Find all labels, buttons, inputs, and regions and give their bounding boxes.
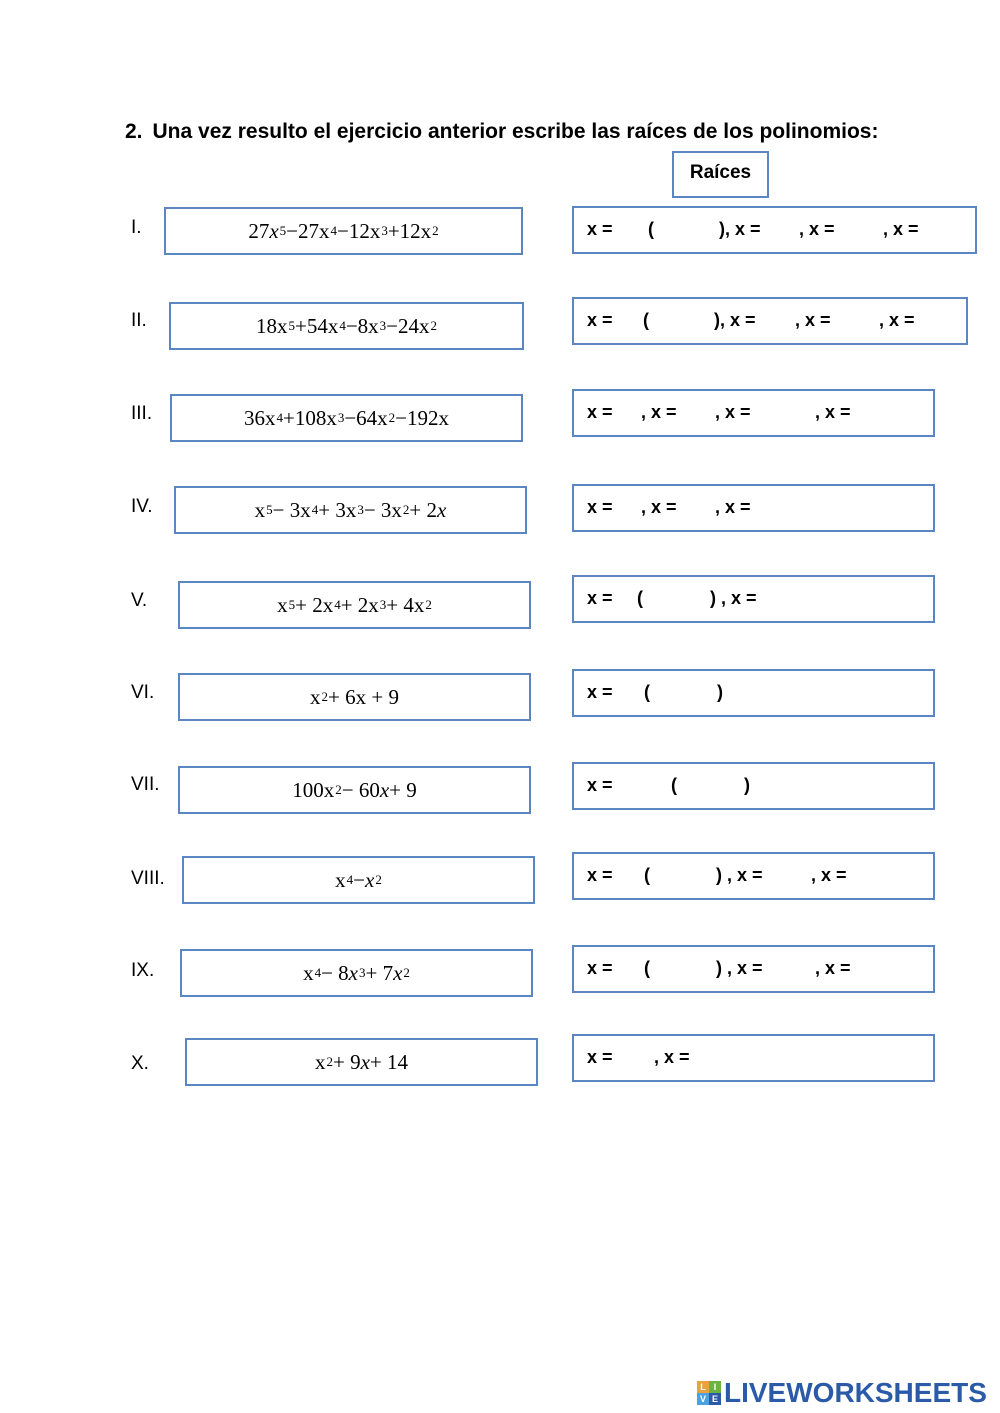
polynomial-box: x 4 − x 2 xyxy=(182,856,535,904)
answer-field[interactable]: x = ( ) , x = , x = xyxy=(572,945,935,993)
polynomial-box: x 2 + 9 x + 14 xyxy=(185,1038,538,1086)
liveworksheets-logo xyxy=(697,1377,987,1409)
answer-field[interactable]: x = ( ), x = , x = , x = xyxy=(572,297,968,345)
row-label: VII. xyxy=(131,774,160,795)
row-label: III. xyxy=(131,403,153,424)
raices-label: Raíces xyxy=(689,162,752,183)
answer-field[interactable]: x = ( ) , x = , x = xyxy=(572,852,935,900)
polynomial-box: 36x 4 + 108x 3 − 64x 2 −192x xyxy=(170,394,523,442)
polynomial-box: 18x 5 + 54x 4 − 8x 3 − 24x 2 xyxy=(169,302,524,350)
polynomial-box: 27 x 5 − 27x 4 − 12x 3 + 12x 2 xyxy=(164,207,523,255)
answer-field[interactable]: x = , x = xyxy=(572,1034,935,1082)
polynomial-box: x 4 − 8 x 3 + 7 x 2 xyxy=(180,949,533,997)
row-label: I. xyxy=(131,217,142,238)
liveworksheets-logo-icon: L I V E xyxy=(697,1381,721,1405)
exercise-title xyxy=(125,120,878,144)
row-label: V. xyxy=(131,590,148,611)
row-label: IX. xyxy=(131,960,155,981)
row-label: VIII. xyxy=(131,868,165,889)
exercise-instruction: Una vez resulto el ejercicio anterior escribe las raíces de los polinomios: xyxy=(152,120,879,143)
polynomial-box: x 5 − 3x 4 + 3x 3 − 3x 2 + 2 x xyxy=(174,486,527,534)
logo-text: LIVEWORKSHEETS xyxy=(724,1377,987,1408)
answer-field[interactable]: x = ( ) xyxy=(572,669,935,717)
answer-field[interactable]: x = ( ) xyxy=(572,762,935,810)
answer-field[interactable]: x = , x = , x = , x = xyxy=(572,389,935,437)
exercise-number: 2. xyxy=(125,120,143,143)
polynomial-box: x 5 + 2x 4 + 2x 3 + 4x 2 xyxy=(178,581,531,629)
answer-field[interactable]: x = ( ) , x = xyxy=(572,575,935,623)
row-label: IV. xyxy=(131,496,153,517)
answer-field[interactable]: x = ( ), x = , x = , x = xyxy=(572,206,977,254)
raices-header xyxy=(672,151,769,198)
polynomial-box: x 2 + 6x + 9 xyxy=(178,673,531,721)
row-label: II. xyxy=(131,310,147,331)
polynomial-box: 100x 2 − 60 x + 9 xyxy=(178,766,531,814)
answer-field[interactable]: x = , x = , x = xyxy=(572,484,935,532)
row-label: VI. xyxy=(131,682,155,703)
row-label: X. xyxy=(131,1053,149,1074)
